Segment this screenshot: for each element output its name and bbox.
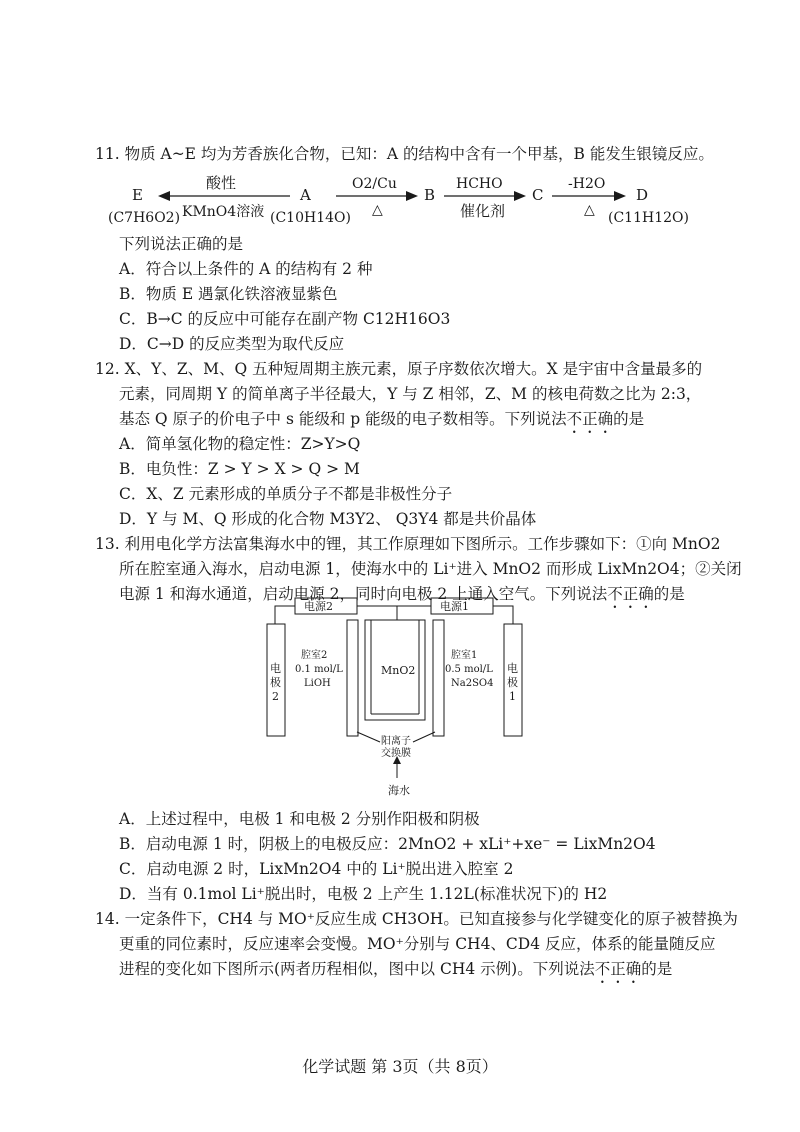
reagent-cd-bottom: △ — [584, 202, 595, 218]
q14-emphasis: 不正确 — [594, 960, 642, 978]
q11-option-b[interactable]: B．物质 E 遇氯化铁溶液显紫色 — [119, 285, 338, 303]
reagent-cd-top: -H2O — [568, 176, 606, 192]
mno2-label: MnO2 — [381, 664, 416, 677]
q13-line-2: 所在腔室通入海水，启动电源 1，使海水中的 Li⁺进入 MnO2 而形成 LixMn2O4；②关闭 — [119, 560, 742, 578]
electrode-1-char-3: 1 — [509, 690, 516, 703]
q14-line-3 — [119, 958, 672, 987]
membrane-right — [433, 620, 444, 736]
q14-line-1: 14. 一定条件下，CH4 与 MO⁺反应生成 CH3OH。已知直接参与化学键变化的原子被替换为 — [95, 910, 738, 928]
electrode-1-char-2: 极 — [507, 676, 518, 689]
electrode-2-char-2: 极 — [270, 676, 281, 689]
electrode-1-char-1: 电 — [507, 662, 518, 675]
membrane-label-line-1: 阳离子 — [381, 736, 411, 747]
electrode-2-char-3: 2 — [272, 690, 279, 703]
q11-stem: 11. 物质 A~E 均为芳香族化合物，已知：A 的结构中含有一个甲基，B 能发生银镜反应。 — [95, 145, 714, 163]
chamber-1-concentration: 0.5 mol/L — [445, 664, 493, 675]
compound-b: B — [424, 186, 436, 204]
compound-a: A — [300, 186, 311, 204]
electrochemical-cell-diagram — [255, 592, 535, 804]
compound-e-formula: (C7H6O2) — [108, 210, 181, 226]
q12-option-c[interactable]: C．X、Z 元素形成的单质分子不都是非极性分子 — [119, 485, 453, 503]
oxidant-top: 酸性 — [206, 174, 237, 192]
compound-d: D — [636, 186, 649, 204]
compound-e: E — [132, 186, 143, 204]
q13-line-3-post: 的是 — [653, 585, 685, 603]
q13-option-b[interactable]: B．启动电源 1 时，阴极上的电极反应：2MnO2 + xLi⁺+xe⁻ = LixMn2O4 — [119, 835, 656, 853]
membrane-left — [347, 620, 358, 736]
q12-line-1: 12. X、Y、Z、M、Q 五种短周期主族元素，原子序数依次增大。X 是宇宙中含量最多的 — [95, 360, 703, 378]
q13-option-c[interactable]: C．启动电源 2 时，LixMn2O4 中的 Li⁺脱出进入腔室 2 — [119, 860, 514, 878]
q12-option-d[interactable]: D．Y 与 M、Q 形成的化合物 M3Y2、 Q3Y4 都是共价晶体 — [119, 510, 537, 528]
reagent-bc-top: HCHO — [456, 176, 503, 192]
page-footer: 化学试题 第 3页（共 8页） — [302, 1057, 498, 1076]
membrane-label-line-2: 交换膜 — [381, 748, 411, 759]
seawater-label: 海水 — [388, 784, 410, 797]
electrode-2-char-1: 电 — [270, 662, 281, 675]
compound-d-formula: (C11H12O) — [608, 210, 689, 226]
chamber-1-solution: Na2SO4 — [451, 678, 494, 689]
compound-a-formula: (C10H14O) — [270, 210, 351, 226]
chamber-2-name: 腔室2 — [301, 650, 328, 661]
reagent-ab-bottom: △ — [372, 202, 383, 218]
q13-option-d[interactable]: D．当有 0.1mol Li⁺脱出时，电极 2 上产生 1.12L(标准状况下)的 H2 — [119, 885, 608, 903]
q12-option-a[interactable]: A．简单氢化物的稳定性：Z>Y>Q — [119, 435, 361, 453]
reagent-bc-bottom: 催化剂 — [460, 202, 506, 220]
power-supply-1-label: 电源1 — [440, 600, 469, 613]
q12-line-3-pre: 基态 Q 原子的价电子中 s 能级和 p 能级的电子数相等。下列说法 — [119, 410, 567, 428]
power-supply-2-label: 电源2 — [304, 600, 333, 613]
reagent-ab-top: O2/Cu — [352, 176, 397, 192]
q11-option-a[interactable]: A．符合以上条件的 A 的结构有 2 种 — [119, 260, 373, 278]
q13-line-1: 13. 利用电化学方法富集海水中的锂，其工作原理如下图所示。工作步骤如下：①向 MnO2 — [95, 535, 721, 553]
q12-emphasis: 不正确 — [566, 410, 614, 428]
q13-line-3-pre: 电源 1 和海水通道，启动电源 2，同时向电极 2 上通入空气。下列说法 — [119, 585, 608, 603]
chamber-1-name: 腔室1 — [451, 650, 478, 661]
q14-line-3-pre: 进程的变化如下图所示(两者历程相似，图中以 CH4 示例)。下列说法 — [119, 960, 595, 978]
q13-option-a[interactable]: A．上述过程中，电极 1 和电极 2 分别作阳极和阴极 — [119, 810, 480, 828]
oxidant-bottom: KMnO4溶液 — [182, 204, 265, 220]
q11-reaction-scheme — [100, 172, 720, 232]
q12-line-2: 元素，同周期 Y 的简单离子半径最大，Y 与 Z 相邻，Z、M 的核电荷数之比为 2:3， — [119, 385, 702, 403]
q11-option-d[interactable]: D．C→D 的反应类型为取代反应 — [119, 335, 345, 353]
q14-line-3-post: 的是 — [641, 960, 673, 978]
chamber-2-solution: LiOH — [304, 678, 331, 689]
q12-option-b[interactable]: B．电负性：Z > Y > X > Q > M — [119, 460, 360, 478]
q12-line-3-post: 的是 — [613, 410, 645, 428]
chamber-2-concentration: 0.1 mol/L — [295, 664, 343, 675]
q11-prompt: 下列说法正确的是 — [119, 235, 244, 253]
q11-option-c[interactable]: C．B→C 的反应中可能存在副产物 C12H16O3 — [119, 310, 451, 328]
compound-c: C — [532, 186, 544, 204]
q13-emphasis: 不正确 — [607, 585, 654, 603]
q14-line-2: 更重的同位素时，反应速率会变慢。MO⁺分别与 CH4、CD4 反应，体系的能量随反应 — [119, 935, 716, 953]
